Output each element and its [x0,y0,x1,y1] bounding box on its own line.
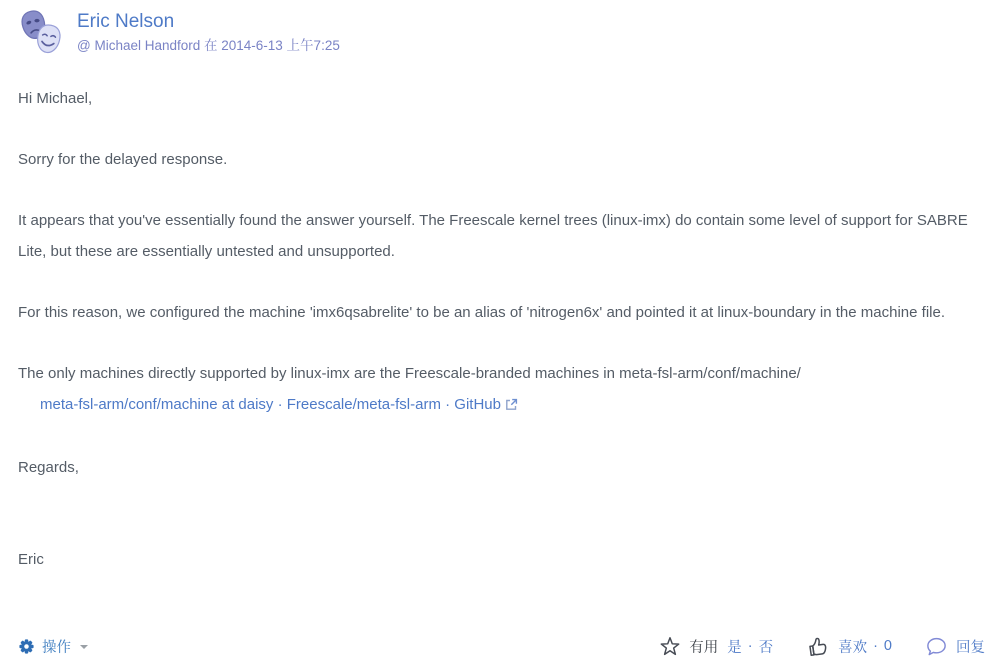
paragraph: For this reason, we configured the machine 'imx6qsabrelite' to be an alias of 'nitrogen6x' and pointed it at linux-boundary in the machine file. [18,304,945,321]
thumbs-up-icon [806,634,830,658]
post-toolbar [18,634,985,658]
paragraph [18,358,995,422]
speech-bubble-icon [925,635,948,658]
star-icon [659,635,681,657]
helpful-label: 有用 [689,639,719,656]
github-link-row [18,389,995,422]
post-header [18,8,340,60]
paragraph: Sorry for the delayed response. [18,151,228,168]
paragraph: It appears that you've essentially found the answer yourself. The Freescale kernel trees (linux-imx) do contain some level of support for SABRE Lite, but these are essentially untested and unsupported. [18,212,968,260]
actions-button[interactable] [18,636,88,657]
like-count: 0 [883,638,892,654]
author-name[interactable]: Eric Nelson [77,11,175,32]
gear-icon [18,638,35,655]
post-meta: @ Michael Handford 在 2014-6-13 上午7:25 [77,38,340,53]
paragraph: Hi Michael, [18,90,93,107]
paragraph: Regards, [18,459,79,476]
reply-label: 回复 [956,639,985,656]
post-header-text [77,8,340,55]
paragraph-text: The only machines directly supported by linux-imx are the Freescale-branded machines in meta-fsl-arm/conf/machine/ [18,365,801,382]
external-link-icon [505,391,518,422]
avatar[interactable] [18,8,64,60]
paragraph: Eric [18,551,44,568]
helpful-yes-button[interactable]: 是 [727,639,742,656]
github-link[interactable] [40,396,518,413]
separator-dot: · [747,638,753,654]
theater-masks-icon [18,8,64,60]
github-link-text: meta-fsl-arm/conf/machine at daisy · Freescale/meta-fsl-arm · GitHub [40,396,501,413]
like-button[interactable]: 喜欢 [838,639,868,656]
helpful-no-button[interactable]: 否 [758,639,774,656]
helpful-group [659,635,773,657]
post-body [18,83,995,605]
separator-dot: · [873,638,878,654]
reply-button[interactable] [925,635,985,658]
caret-down-icon [80,645,88,653]
like-group [806,634,892,658]
actions-label: 操作 [42,639,71,656]
